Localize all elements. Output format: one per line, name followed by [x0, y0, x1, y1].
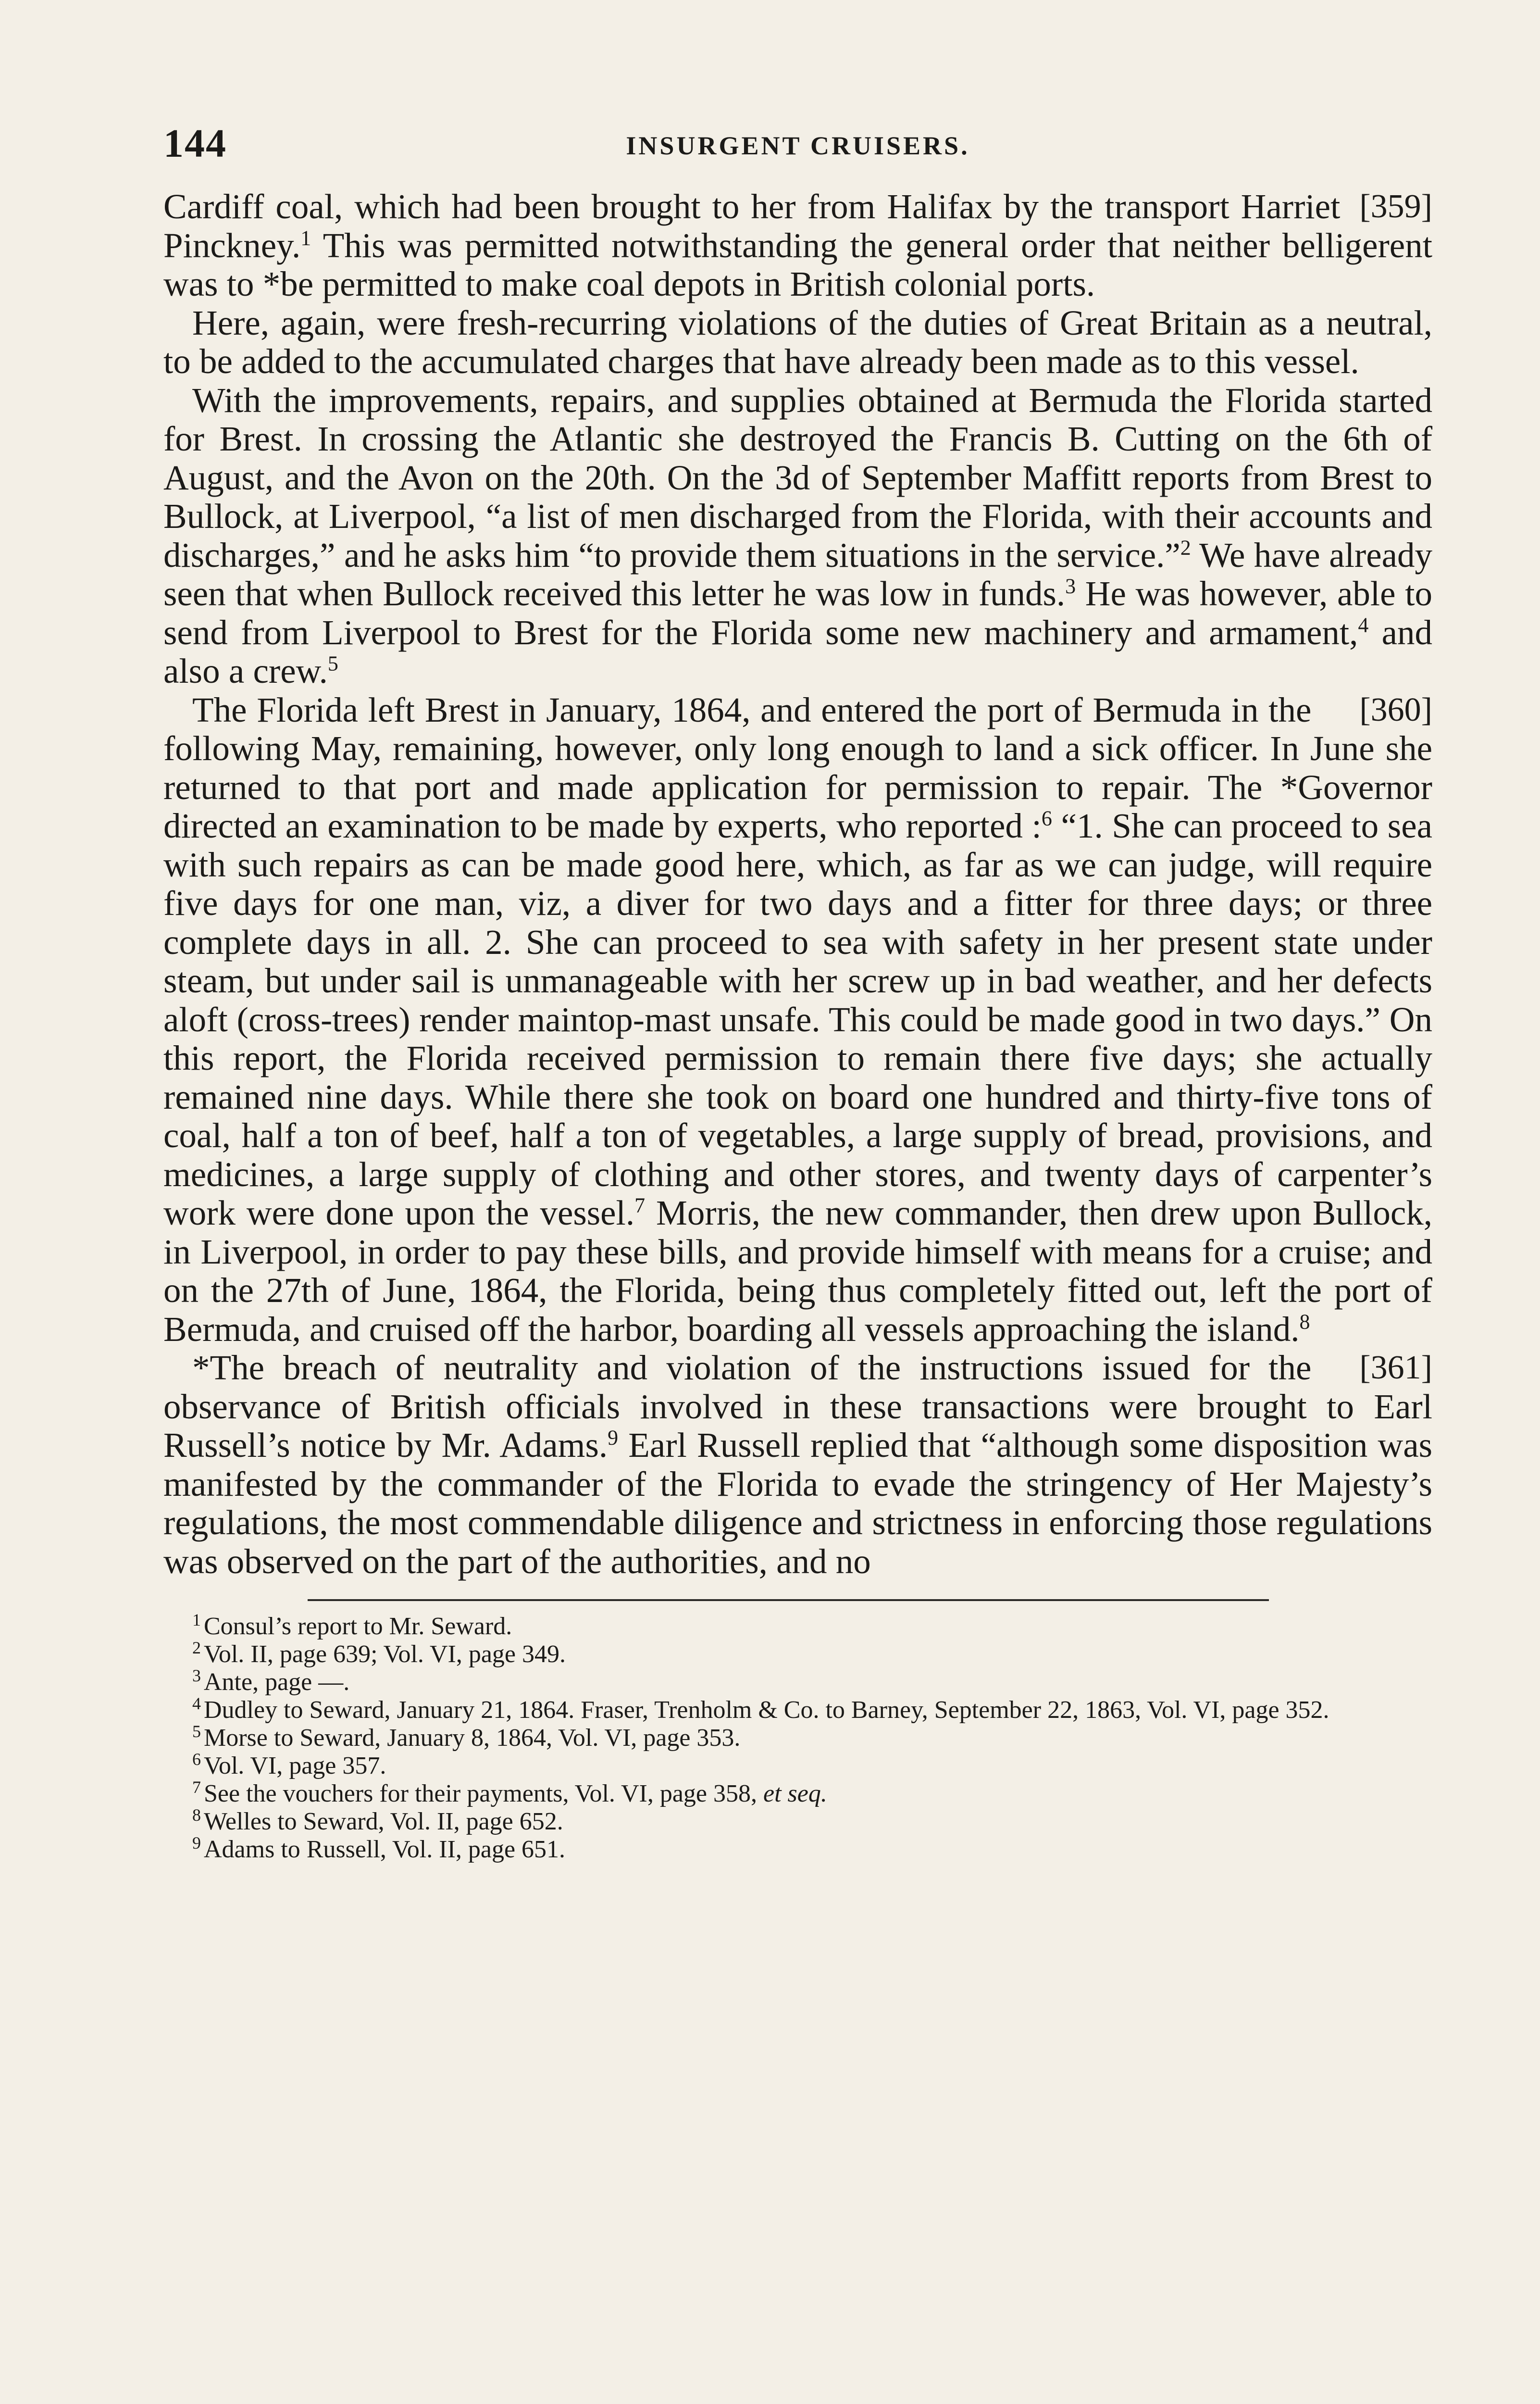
- main-text: [163, 188, 1432, 1581]
- footnote-ref: 5: [327, 651, 338, 676]
- footnote-9: $^9$ Adams to Russell, Vol. II, page 651.: [192, 1833, 566, 1863]
- paragraph-2: Here, again, were fresh-recurring violations of the duties of Great Britain as a neutral, to be added to the accumulated charges that have already been made as to this vessel.: [163, 303, 1432, 381]
- footnote-2: $^2$ Vol. II, page 639; Vol. VI, page 349.: [192, 1638, 566, 1668]
- page-header: [163, 120, 1432, 178]
- footnote-ref: 3: [1065, 574, 1076, 598]
- page-number: 144: [163, 121, 227, 166]
- paragraph-4: [360] The Florida left Brest in January, 1864, and entered the port of Bermuda in the following May, remaining, however, only long enough to land a sick officer. In June she returned to that port and made application for permission to repair. The *Governor directed an examination to be made by experts, who reported :$^6$ “1. She can proceed to sea with such repairs as can be made good here, which, as far as we can judge, will require five days for one man, viz, a diver for two days and a fitter for three days; or three complete days in all. 2. She can proceed to sea with safety in her present state under steam, but under sail is unmanageable with her screw up in bad weather, and her defects aloft (cross-trees) render maintop-mast unsafe. This could be made good in two days.” On this report, the Florida received permission to remain there five days; she actually remained nine days. While there she took on board one hundred and thirty-five tons of coal, half a ton of beef, half a ton of vegetables, a large supply of bread, provisions, and medicines, a large supply of clothing and other stores, and twenty days of carpenter’s work were done upon the vessel.$^7$ Morris, the new commander, then drew upon Bullock, in Liverpool, in order to pay these bills, and provide himself with means for a cruise; and on the 27th of June, 1864, the Florida, being thus completely fitted out, left the port of Bermuda, and cruised off the harbor, boarding all vessels approaching the island.$^8$: [163, 690, 1433, 1349]
- footnote-8: $^8$ Welles to Seward, Vol. II, page 652.: [192, 1805, 563, 1835]
- footnote-ref: 6: [1041, 806, 1052, 830]
- paragraph-1: [359] Cardiff coal, which had been brought to her from Halifax by the transport Harriet Pinckney.$^1$ This was permitted notwithstanding the general order that neither belligerent was to *be permitted to make coal depots in British colonial ports.: [163, 187, 1432, 303]
- footnote-ref: 4: [1358, 613, 1369, 637]
- marginal-page-ref: [359]: [1359, 188, 1432, 225]
- footnote-ref: 7: [634, 1193, 646, 1217]
- footnotes: [163, 1610, 1432, 1864]
- book-page: [163, 120, 1432, 2404]
- footnote-ref: 8: [1299, 1310, 1310, 1334]
- running-head: INSURGENT CRUISERS.: [626, 131, 970, 160]
- footnote-3: $^3$ Ante, page —.: [192, 1665, 350, 1696]
- marginal-page-ref: [360]: [1359, 691, 1432, 728]
- footnote-divider: [308, 1599, 1269, 1601]
- footnote-1: $^1$ Consul’s report to Mr. Seward.: [192, 1610, 512, 1640]
- paragraph-3: With the improvements, repairs, and supplies obtained at Bermuda the Florida started for Brest. In crossing the Atlantic she destroyed the Francis B. Cutting on the 6th of August, and the Avon on the 20th. On the 3d of September Maffitt reports from Brest to Bullock, at Liverpool, “a list of men discharged from the Florida, with their accounts and discharges,” and he asks him “to provide them situations in the service.”$^2$ We have already seen that when Bullock received this letter he was low in funds.$^3$ He was however, able to send from Liverpool to Brest for the Florida some new machinery and armament,$^4$ and also a crew.$^5$: [163, 380, 1432, 690]
- paragraph-5: [361] *The breach of neutrality and violation of the instructions issued for the observance of British officials involved in these transactions were brought to Earl Russell’s notice by Mr. Adams.$^9$ Earl Russell replied that “although some disposition was manifested by the commander of the Florida to evade the stringency of Her Majesty’s regulations, the most commendable diligence and strictness in enforcing those regulations was observed on the part of the authorities, and no: [163, 1348, 1432, 1581]
- footnote-ref: 1: [300, 226, 311, 250]
- footnote-5: $^5$ Morse to Seward, January 8, 1864, Vol. VI, page 353.: [192, 1721, 741, 1752]
- footnote-7: $^7$ See the vouchers for their payments, Vol. VI, page 358, et seq.: [192, 1777, 827, 1807]
- footnote-6: $^6$ Vol. VI, page 357.: [192, 1749, 386, 1779]
- marginal-page-ref: [361]: [1359, 1349, 1432, 1386]
- footnote-ref: 2: [1180, 536, 1191, 560]
- footnote-4: $^4$ Dudley to Seward, January 21, 1864. Fraser, Trenholm & Co. to Barney, September 22, 1863, Vol. VI, page 352.: [192, 1693, 1329, 1724]
- footnote-ref: 9: [608, 1426, 619, 1450]
